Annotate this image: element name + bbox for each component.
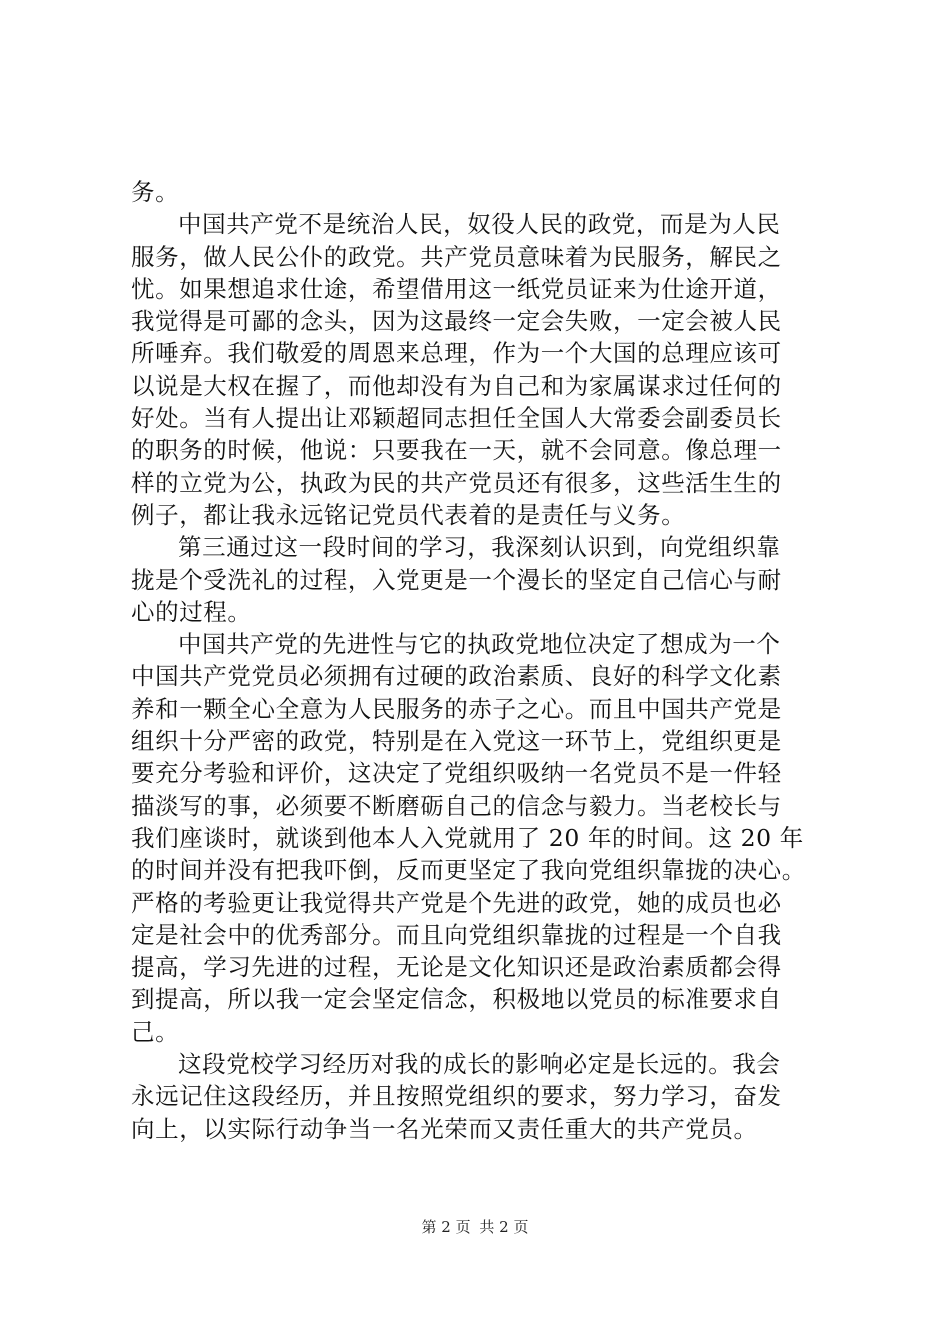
body-text — [131, 176, 831, 1145]
text-line: 第三通过这一段时间的学习，我深刻认识到，向党组织靠 — [178, 533, 781, 562]
page-total: 共 2 页 — [479, 1218, 529, 1236]
text-line: 例子，都让我永远铭记党员代表着的是责任与义务。 — [131, 500, 686, 529]
text-line: 以说是大权在握了，而他却没有为自己和为家属谋求过任何的 — [131, 371, 782, 400]
text-line: 的职务的时候，他说：只要我在一天，就不会同意。像总理一 — [131, 436, 782, 465]
text-line: 组织十分严密的政党，特别是在入党这一环节上，党组织更是 — [131, 727, 782, 756]
text-line: 我觉得是可鄙的念头，因为这最终一定会失败，一定会被人民 — [131, 307, 782, 336]
text-line: 服务，做人民公仆的政党。共产党员意味着为民服务，解民之 — [131, 242, 782, 271]
text-line: 严格的考验更让我觉得共产党是个先进的政党，她的成员也必 — [131, 888, 782, 917]
page-number: 第 2 页 — [421, 1218, 471, 1236]
text-line: 到提高，所以我一定会坚定信念，积极地以党员的标准要求自 — [131, 985, 782, 1014]
text-line: 务。 — [131, 178, 180, 206]
page-footer — [0, 1216, 950, 1237]
text-line: 养和一颗全心全意为人民服务的赤子之心。而且中国共产党是 — [131, 694, 782, 723]
text-line: 这段党校学习经历对我的成长的影响必定是长远的。我会 — [178, 1050, 781, 1079]
text-line: 中国共产党党员必须拥有过硬的政治素质、良好的科学文化素 — [131, 662, 782, 691]
text-line: 忧。如果想追求仕途，希望借用这一纸党员证来为仕途开道， — [131, 274, 782, 303]
text-line: 描淡写的事，必须要不断磨砺自己的信念与毅力。当老校长与 — [131, 791, 782, 820]
text-line: 定是社会中的优秀部分。而且向党组织靠拢的过程是一个自我 — [131, 920, 782, 949]
text-line: 中国共产党不是统治人民，奴役人民的政党，而是为人民 — [178, 210, 781, 239]
text-line: 好处。当有人提出让邓颖超同志担任全国人大常委会副委员长 — [131, 404, 782, 433]
text-line: 己。 — [131, 1017, 180, 1046]
text-line: 拢是个受洗礼的过程，入党更是一个漫长的坚定自己信心与耐 — [131, 565, 782, 594]
text-line: 所唾弃。我们敬爱的周恩来总理，作为一个大国的总理应该可 — [131, 339, 782, 368]
text-line: 中国共产党的先进性与它的执政党地位决定了想成为一个 — [178, 630, 781, 659]
text-line: 永远记住这段经历，并且按照党组织的要求，努力学习，奋发 — [131, 1082, 782, 1111]
text-line: 的时间并没有把我吓倒，反而更坚定了我向党组织靠拢的决心。 — [131, 856, 806, 885]
text-line: 样的立党为公，执政为民的共产党员还有很多，这些活生生的 — [131, 468, 782, 497]
text-line: 向上，以实际行动争当一名光荣而又责任重大的共产党员。 — [131, 1114, 758, 1143]
text-line: 提高，学习先进的过程，无论是文化知识还是政治素质都会得 — [131, 953, 782, 982]
text-line: 要充分考验和评价，这决定了党组织吸纳一名党员不是一件轻 — [131, 759, 782, 788]
text-line: 我们座谈时，就谈到他本人入党就用了 20 年的时间。这 20 年 — [131, 823, 804, 852]
text-line: 心的过程。 — [131, 597, 252, 626]
